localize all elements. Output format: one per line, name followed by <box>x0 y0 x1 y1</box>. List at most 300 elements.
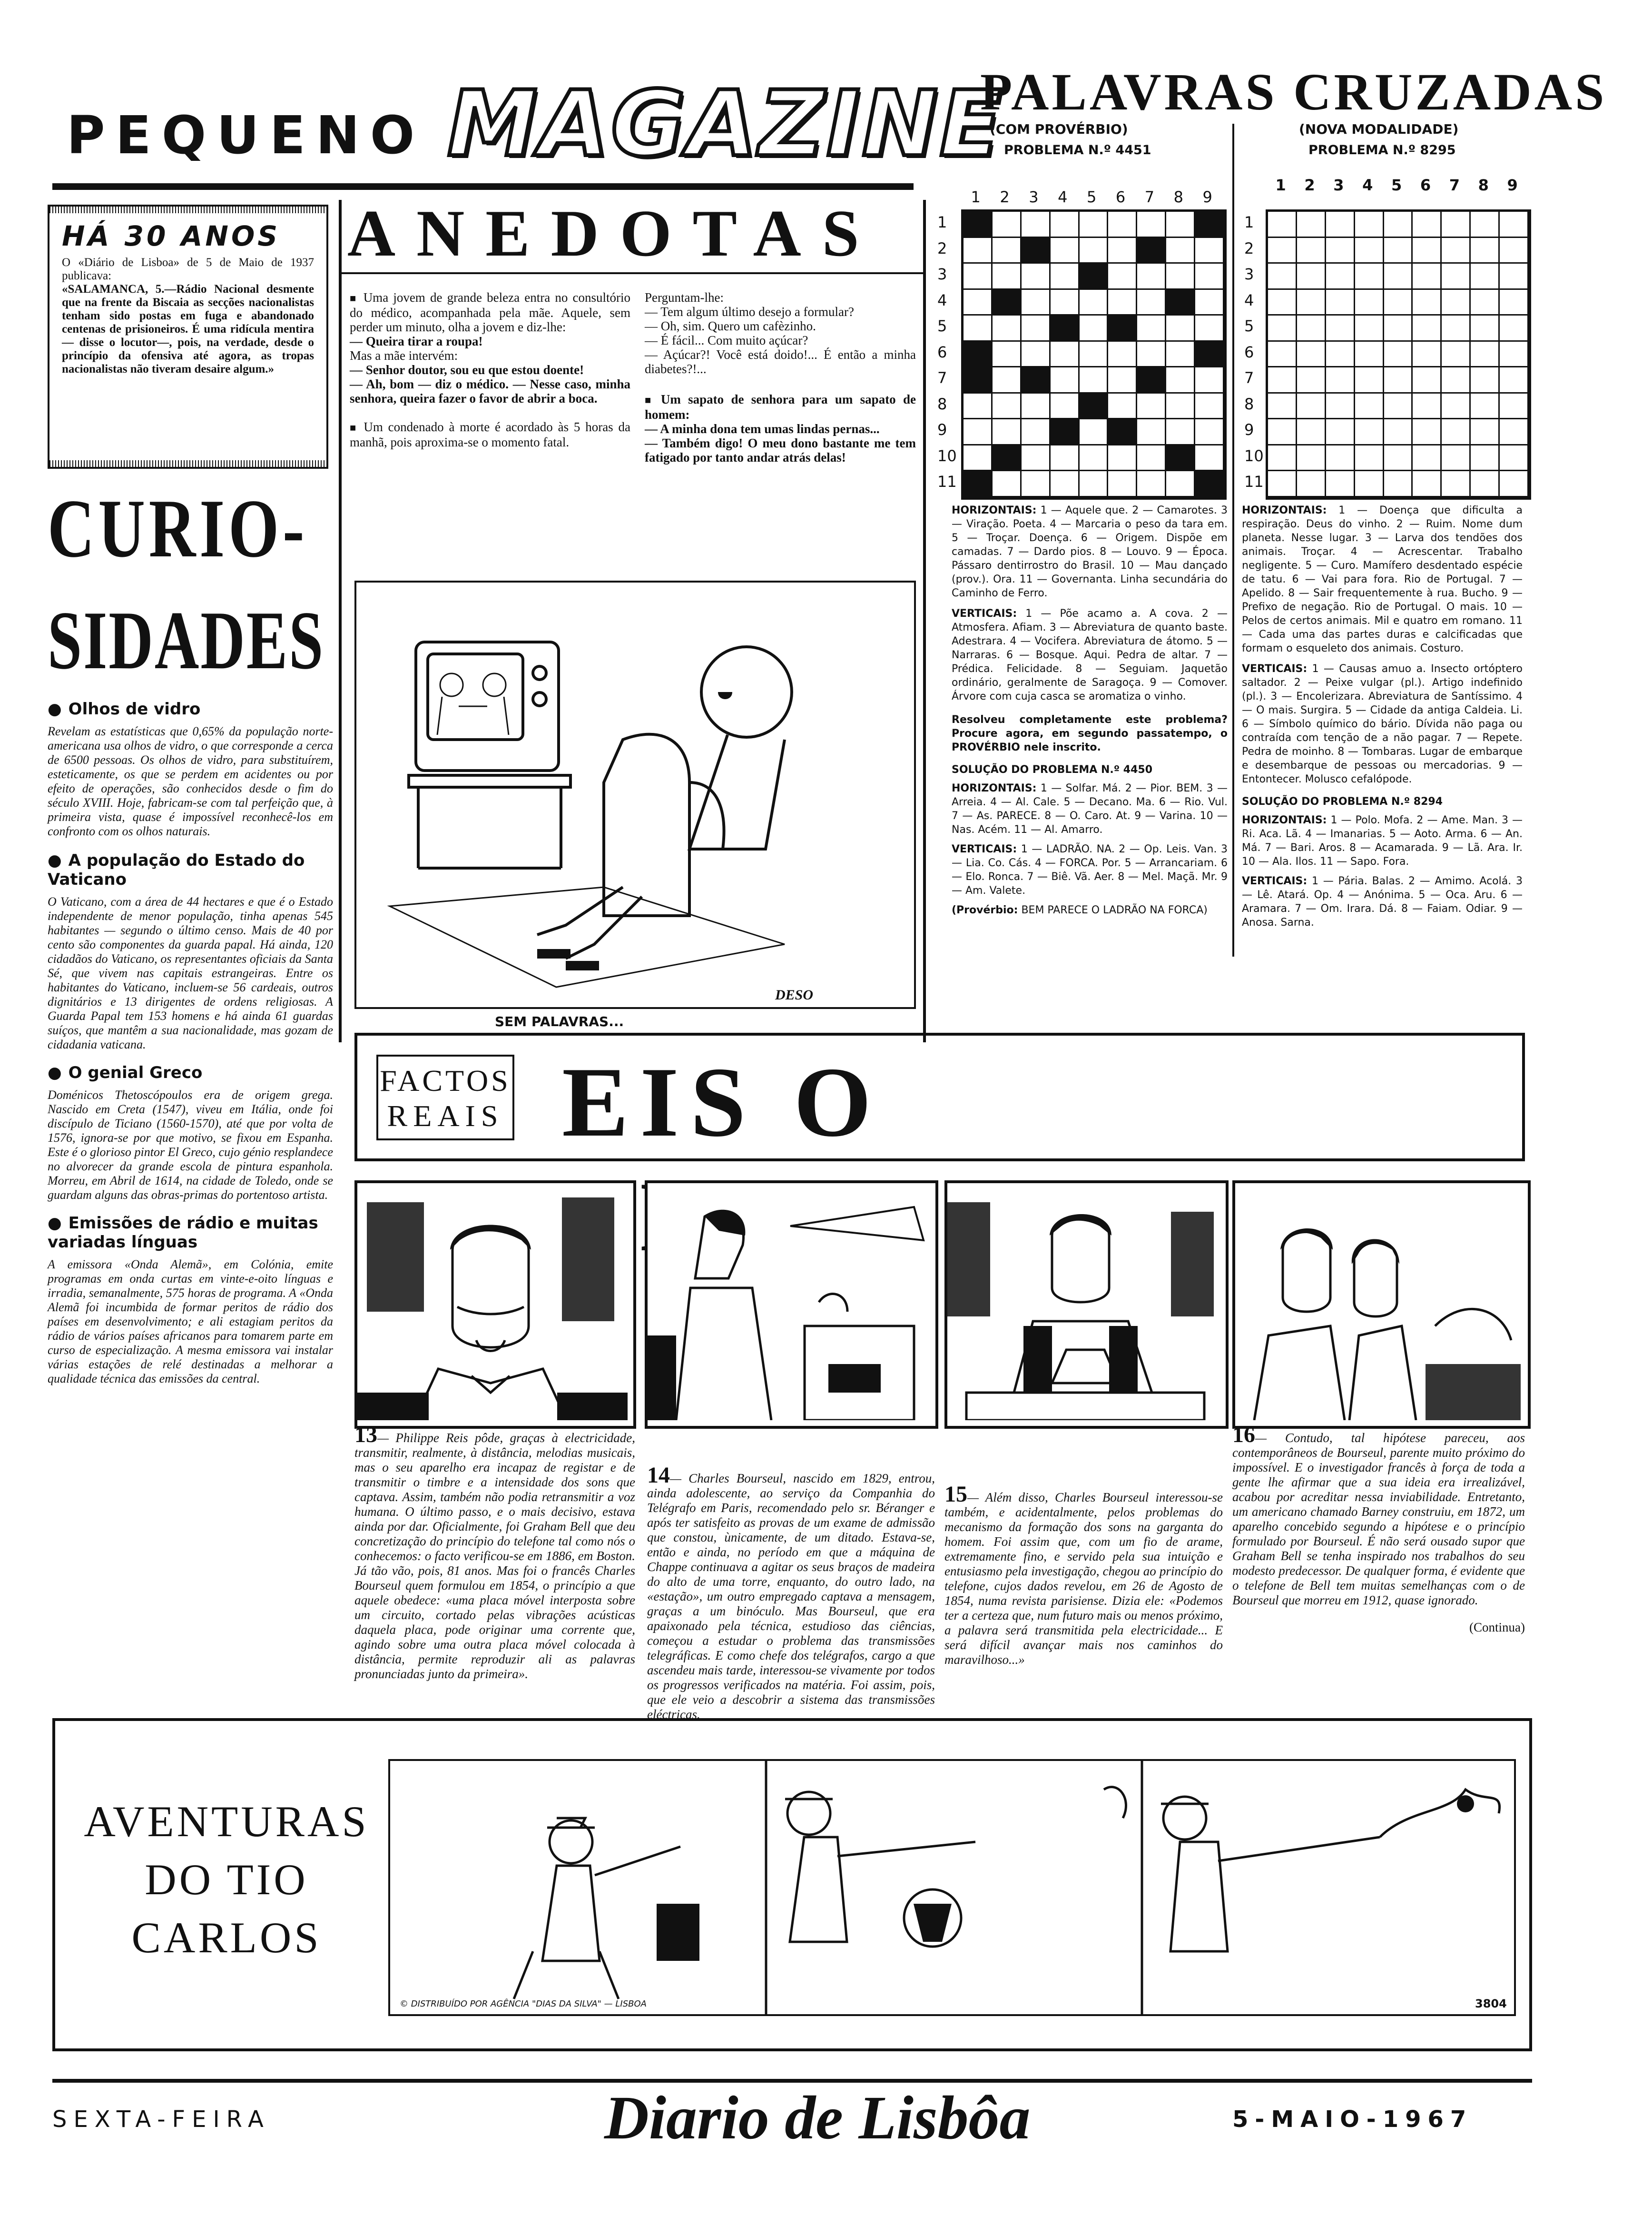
crossword-cell[interactable] <box>1384 264 1413 290</box>
crossword-cell[interactable] <box>1051 367 1080 394</box>
crossword-black-cell <box>1080 394 1109 420</box>
crossword-cell[interactable] <box>1500 212 1529 238</box>
crossword-cell[interactable] <box>1137 419 1166 445</box>
crossword-cell[interactable] <box>1500 342 1529 368</box>
crossword-black-cell <box>1108 419 1137 445</box>
crossword-cell[interactable] <box>964 445 993 472</box>
crossword-cell[interactable] <box>1413 367 1442 394</box>
crossword-cell[interactable] <box>1051 471 1080 497</box>
crossword-cell[interactable] <box>1326 238 1355 264</box>
left-solution-h: 1 — Solfar. Má. 2 — Pior. BEM. 3 — Arreia. 4 — Al. Cale. 5 — Decano. Ma. 6 — Rio. Vul. 7 — As. PARECE. 8 — O. Caro. At. 9 — Varina. 10 — Nas. Acém. 11 — Al. Amarro. <box>952 782 1228 836</box>
footer-paper: Diario de Lisbôa <box>604 2084 1031 2152</box>
factos-col-2 <box>647 1463 935 1722</box>
crossword-cell[interactable] <box>1268 394 1297 420</box>
factos-p15: — Além disso, Charles Bourseul interessou-se também, e acidentalmente, pelos problemas do mecanismo da formação dos sons na garganta do homem. Foi assim que, com um fio de arame, extremamente fino, e servido pela sua intuição e entusiasmo pela investigação, chegou ao princípio do telefone, cujos dados revelou, em 26 de Agosto de 1854, numa revista parisiense. Dizia ele: «Podemos ter a certeza que, num futuro mais ou menos próximo, a palavra será transmitida pela electricidade... E será difícil avançar mais nos caminhos do maravilhoso...» <box>944 1490 1223 1667</box>
crossword-cell[interactable] <box>1442 238 1471 264</box>
crossword-cell[interactable] <box>1413 290 1442 316</box>
crossword-cell[interactable] <box>1442 342 1471 368</box>
crossword-cell[interactable] <box>1326 471 1355 497</box>
crossword-cell[interactable] <box>1442 316 1471 342</box>
factos-col-1 <box>354 1422 635 1681</box>
anedotas-col-2 <box>645 290 916 465</box>
aventuras-line-2: DO TIO <box>145 1855 308 1904</box>
crossword-cell[interactable] <box>1137 212 1166 238</box>
crossword-cell[interactable] <box>1384 342 1413 368</box>
crossword-cell[interactable] <box>1471 316 1500 342</box>
crossword-cell[interactable] <box>1384 367 1413 394</box>
crossword-cell[interactable] <box>1384 238 1413 264</box>
crossword-title: PALAVRAS CRUZADAS <box>980 63 1607 121</box>
crossword-cell[interactable] <box>1442 471 1471 497</box>
crossword-row-number: 8 <box>937 395 947 413</box>
left-verticais-label: VERTICAIS: <box>952 608 1017 620</box>
crossword-cell[interactable] <box>1268 316 1297 342</box>
crossword-right-clues <box>1242 504 1523 930</box>
crossword-black-cell <box>1166 445 1195 472</box>
crossword-row-number: 8 <box>1244 395 1254 413</box>
crossword-right-problem: PROBLEMA N.º 8295 <box>1308 143 1456 158</box>
crossword-cell[interactable] <box>1355 471 1384 497</box>
anedotas-col-1 <box>350 290 630 449</box>
crossword-right-row-numbers <box>1244 209 1266 500</box>
crossword-cell[interactable] <box>1022 342 1051 368</box>
crossword-cell[interactable] <box>1384 212 1413 238</box>
crossword-col-number: 1 <box>971 188 981 206</box>
crossword-cell[interactable] <box>1051 238 1080 264</box>
curio-greco-body: Doménicos Thetoscópoulos era de origem grega. Nascido em Creta (1547), viveu em Itália, onde foi discípulo de Ticiano (1560-1570), até que por volta de 1576, ignora-se por que motivo, se fixou em Espanha. Este é o glorioso pintor El Greco, cujo génio resplandece no alvorecer da grande escola de pintura espanhola. Morreu, em Abril de 1614, na cidade de Toledo, onde se guardam alguns das obras-primas do portentoso artista. <box>48 1088 333 1202</box>
telefone-panel-13 <box>354 1180 636 1429</box>
crossword-cell[interactable] <box>1384 445 1413 472</box>
crossword-cell[interactable] <box>1022 419 1051 445</box>
telefone-panel-15 <box>944 1180 1229 1429</box>
crossword-cell[interactable] <box>1022 290 1051 316</box>
crossword-cell[interactable] <box>1413 238 1442 264</box>
crossword-cell[interactable] <box>1471 471 1500 497</box>
factos-num-16: 16 <box>1232 1422 1255 1447</box>
crossword-cell[interactable] <box>1297 316 1326 342</box>
crossword-cell[interactable] <box>1500 445 1529 472</box>
crossword-cell[interactable] <box>1137 264 1166 290</box>
right-sol-v-label: VERTICAIS: <box>1242 875 1308 887</box>
masthead-magazine: MAGAZINE <box>447 71 1003 177</box>
crossword-cell[interactable] <box>1297 264 1326 290</box>
crossword-cell[interactable] <box>1080 290 1109 316</box>
crossword-cell[interactable] <box>1051 342 1080 368</box>
crossword-row-number: 11 <box>1244 473 1264 491</box>
joke-2b: Perguntam-lhe: <box>645 290 724 305</box>
crossword-cell[interactable] <box>1500 471 1529 497</box>
cartoon-signature: DESO <box>775 987 814 1003</box>
aventuras-line-1: AVENTURAS <box>84 1797 369 1846</box>
joke-3: ■ Um sapato de senhora para um sapato de homem: <box>645 392 916 422</box>
crossword-row-number: 2 <box>937 239 947 257</box>
crossword-cell[interactable] <box>964 238 993 264</box>
crossword-cell[interactable] <box>1195 419 1224 445</box>
panel-16-couple-illustration <box>1235 1183 1522 1420</box>
crossword-cell[interactable] <box>1442 290 1471 316</box>
crossword-cell[interactable] <box>1268 342 1297 368</box>
crossword-cell[interactable] <box>1022 394 1051 420</box>
crossword-cell[interactable] <box>1355 238 1384 264</box>
crossword-cell[interactable] <box>993 316 1022 342</box>
crossword-cell[interactable] <box>1471 419 1500 445</box>
crossword-black-cell <box>1051 316 1080 342</box>
crossword-cell[interactable] <box>1355 445 1384 472</box>
crossword-cell[interactable] <box>1413 342 1442 368</box>
crossword-cell[interactable] <box>1022 212 1051 238</box>
crossword-cell[interactable] <box>1195 445 1224 472</box>
left-horizontais: 1 — Aquele que. 2 — Camarotes. 3 — Viração. Poeta. 4 — Marcaria o peso da tara em. 5 — Troçar. Doença. 6 — Origem. Dispõe em camadas. 7 — Dardo pios. 8 — Louvo. 9 — Época. Pássaro dentirrostro do Brasil. 10 — Mau dançado (prov.). Ora. 11 — Governanta. Linha secundária do Caminho de Ferro. <box>952 504 1228 599</box>
crossword-cell[interactable] <box>1108 264 1137 290</box>
crossword-cell[interactable] <box>1195 290 1224 316</box>
factos-label-2: REAIS <box>387 1099 504 1133</box>
ha30-title: HÁ 30 ANOS <box>62 220 281 252</box>
crossword-cell[interactable] <box>1108 394 1137 420</box>
crossword-col-number: 8 <box>1478 176 1489 194</box>
right-verticais: 1 — Causas amuo a. Insecto ortóptero saltador. 2 — Peixe vulgar (pl.). Artigo indefinido (pl.). 3 — Encolerizara. Abreviatura de Santíssimo. 4 — O mais. Surgira. 5 — Cidade da antiga Caldeia. Li. 6 — Símbolo químico do bário. Dívida não paga ou contraída com tenção de a não pagar. 7 — Repete. Pedra de moinho. 8 — Tombaras. Lugar de embarque e desembarque de pessoas ou mercadorias. 9 — Entontecer. Molusco cefalópode. <box>1242 663 1523 785</box>
crossword-cell[interactable] <box>964 290 993 316</box>
crossword-cell[interactable] <box>1137 290 1166 316</box>
crossword-cell[interactable] <box>1413 471 1442 497</box>
crossword-cell[interactable] <box>1326 212 1355 238</box>
crossword-cell[interactable] <box>1166 316 1195 342</box>
crossword-cell[interactable] <box>1326 342 1355 368</box>
crossword-left-subtitle: (COM PROVÉRBIO) <box>990 121 1128 137</box>
anedotas-cartoon <box>354 581 916 1009</box>
crossword-cell[interactable] <box>1384 419 1413 445</box>
crossword-cell[interactable] <box>1195 316 1224 342</box>
crossword-cell[interactable] <box>1137 394 1166 420</box>
crossword-cell[interactable] <box>1022 264 1051 290</box>
crossword-cell[interactable] <box>993 238 1022 264</box>
crossword-cell[interactable] <box>1326 445 1355 472</box>
crossword-cell[interactable] <box>993 394 1022 420</box>
masthead-rule <box>52 183 914 190</box>
crossword-cell[interactable] <box>1195 264 1224 290</box>
crossword-cell[interactable] <box>1051 264 1080 290</box>
crossword-black-cell <box>1137 367 1166 394</box>
factos-col-3 <box>944 1482 1223 1667</box>
crossword-cell[interactable] <box>1022 471 1051 497</box>
crossword-cell[interactable] <box>964 316 993 342</box>
crossword-cell[interactable] <box>1471 238 1500 264</box>
crossword-cell[interactable] <box>1297 290 1326 316</box>
crossword-cell[interactable] <box>1022 316 1051 342</box>
crossword-cell[interactable] <box>1166 394 1195 420</box>
aventuras-title <box>74 1792 379 1967</box>
crossword-cell[interactable] <box>1326 367 1355 394</box>
crossword-cell[interactable] <box>1413 316 1442 342</box>
aventuras-strip-number: 3804 <box>1475 1997 1507 2010</box>
left-sol-h-label: HORIZONTAIS: <box>952 782 1037 794</box>
factos-num-13: 13 <box>354 1422 377 1447</box>
joke-3c: — Também digo! O meu dono bastante me tem fatigado por tanto andar atrás delas! <box>645 436 916 465</box>
curio-radio-title: ● Emissões de rádio e muitas variadas línguas <box>48 1214 333 1252</box>
crossword-black-cell <box>993 445 1022 472</box>
crossword-cell[interactable] <box>1195 394 1224 420</box>
crossword-cell[interactable] <box>1268 367 1297 394</box>
crossword-cell[interactable] <box>1355 290 1384 316</box>
crossword-black-cell <box>1022 367 1051 394</box>
telefone-panel-16 <box>1232 1180 1531 1429</box>
aventuras-panels <box>388 1759 1516 2016</box>
crossword-cell[interactable] <box>1471 342 1500 368</box>
crossword-cell[interactable] <box>1471 290 1500 316</box>
crossword-cell[interactable] <box>1471 445 1500 472</box>
crossword-cell[interactable] <box>1384 394 1413 420</box>
crossword-black-cell <box>1195 471 1224 497</box>
crossword-cell[interactable] <box>1297 342 1326 368</box>
crossword-cell[interactable] <box>1166 419 1195 445</box>
crossword-cell[interactable] <box>1297 394 1326 420</box>
crossword-col-number: 9 <box>1202 188 1212 206</box>
joke-1d: — Senhor doutor, sou eu que estou doente! <box>350 363 584 377</box>
crossword-cell[interactable] <box>1326 394 1355 420</box>
factos-p16: — Contudo, tal hipótese pareceu, aos contemporâneos de Bourseul, parente muito próximo do impossível. E o investigador francês à força de toda a gente lhe afirmar que a sua ideia era irrealizável, acabou por acreditar nessa inviabilidade. Entretanto, um americano chamado Barney construiu, em 1872, um aparelho concebido segundo a hipótese e o princípio formulado por Bourseul. É não será ousado supor que Graham Bell se tenha inspirado nos trabalhos do seu modesto predecessor. De qualquer forma, é evidente que o telefone de Bell tem muitas semelhanças com o de Bourseul que morreu em 1912, quase ignorado. <box>1232 1431 1525 1607</box>
crossword-cell[interactable] <box>1355 394 1384 420</box>
crossword-left-row-numbers <box>937 209 961 500</box>
right-solution-v: 1 — Pária. Balas. 2 — Amimo. Acolá. 3 — Lê. Atará. Op. 4 — Anónima. 5 — Oca. Aru. 6 — Aramara. 7 — Om. Irara. Dá. 8 — Faiam. Odiar. 9 — Anosa. Sarna. <box>1242 875 1523 929</box>
right-horizontais-label: HORIZONTAIS: <box>1242 504 1327 516</box>
crossword-cell[interactable] <box>1326 290 1355 316</box>
factos-p13: — Philippe Reis pôde, graças à electricidade, transmitir, realmente, à distância, melodias musicais, mas o seu aparelho era incapaz de registar e de transmitir o timbre e a intensidade dos sons que captava. Assim, também não podia retransmitir a voz humana. O último passo, e o mais decisivo, estava ainda por dar. Oficialmente, foi Graham Bell que deu concretização do princípio do telefone tal como nós o conhecemos: o facto verificou-se em 1886, em Boston. Já tão vão, pois, 81 anos. Mas foi o francês Charles Bourseul quem formulou em 1854, o princípio a que aquele obedece: «uma placa móvel interposta sobre um circuito, cortado pelas vibrações acústicas daquela placa, pode originar uma corrente que, agindo sobre uma outra placa móvel colocada à distância, permite reproduzir ali as palavras pronunciadas junto da primeira». <box>354 1431 635 1681</box>
crossword-row-number: 9 <box>1244 421 1254 439</box>
joke-2e: — É fácil... Com muito açúcar? <box>645 333 808 347</box>
crossword-cell[interactable] <box>1051 394 1080 420</box>
crossword-cell[interactable] <box>1413 445 1442 472</box>
crossword-cell[interactable] <box>1108 471 1137 497</box>
crossword-row-number: 3 <box>937 265 947 284</box>
crossword-cell[interactable] <box>1080 419 1109 445</box>
crossword-cell[interactable] <box>1166 471 1195 497</box>
crossword-cell[interactable] <box>1108 290 1137 316</box>
crossword-cell[interactable] <box>993 342 1022 368</box>
crossword-divider <box>1232 124 1234 957</box>
crossword-cell[interactable] <box>1297 212 1326 238</box>
crossword-col-number: 2 <box>1000 188 1010 206</box>
crossword-black-cell <box>1195 212 1224 238</box>
crossword-cell[interactable] <box>1355 419 1384 445</box>
factos-title: EIS O <box>562 1047 883 1157</box>
left-proverbio-label: (Provérbio: <box>952 904 1018 916</box>
crossword-cell[interactable] <box>1442 264 1471 290</box>
crossword-cell[interactable] <box>1195 238 1224 264</box>
crossword-cell[interactable] <box>1166 264 1195 290</box>
left-prompt: Resolveu completamente este problema? Procure agora, em segundo passatempo, o PROVÉRBIO nele inscrito. <box>952 714 1228 753</box>
crossword-cell[interactable] <box>1442 445 1471 472</box>
crossword-cell[interactable] <box>1413 264 1442 290</box>
joke-2c: — Tem algum último desejo a formular? <box>645 305 855 319</box>
crossword-cell[interactable] <box>1500 367 1529 394</box>
crossword-cell[interactable] <box>1108 342 1137 368</box>
crossword-cell[interactable] <box>1137 445 1166 472</box>
crossword-cell[interactable] <box>1051 212 1080 238</box>
crossword-cell[interactable] <box>1108 445 1137 472</box>
panel-13-portrait-illustration <box>357 1183 628 1420</box>
right-horizontais: 1 — Doença que dificulta a respiração. Deus do vinho. 2 — Ruim. Nome dum planeta. Nesse lugar. 3 — Larva dos tendões dos animais. Troçar. 4 — Acrescentar. Trabalho negligente. 5 — Curo. Mamífero desdentado espécie de tatu. 6 — Vai para fora. Rio de Portugal. 7 — Apelido. 8 — Sair frequentemente à rua. Bucho. 9 — Prefixo de negação. Rio de Portugal. O mais. 10 — Pelos de certos animais. Mil e quatro em romano. 11 — Cada uma das partes duras e calcificadas que formam o esqueleto dos animais. Costuro. <box>1242 504 1523 654</box>
factos-p14: — Charles Bourseul, nascido em 1829, entrou, ainda adolescente, ao serviço da Companhia do Telégrafo em Paris, recomendado pelo sr. Béranger e após ter satisfeito as provas de um exame de admissão que constou, ùnicamente, de um ditado. Estava-se, então e ainda, no período em que a máquina de Chappe continuava a agitar os seus braços de madeira do alto de uma torre, enquanto, do outro lado, na «estação», um outro empregado captava a mensagem, graças a um binóculo. Mas Bourseul, que era apaixonado pela técnica, estudioso das ciências, começou a estudar o problema das transmissões telegráficas. E como chefe dos telégrafos, cargo a que ascendeu mais tarde, interessou-se vivamente por todos os progressos verificados na matéria. Foi assim, pois, que ele veio a descobrir a sistema das transmissões eléctricas. <box>647 1471 935 1721</box>
crossword-row-number: 6 <box>937 343 947 361</box>
crossword-cell[interactable] <box>1022 445 1051 472</box>
crossword-col-number: 7 <box>1449 176 1460 194</box>
crossword-cell[interactable] <box>1500 419 1529 445</box>
crossword-black-cell <box>993 290 1022 316</box>
crossword-cell[interactable] <box>1413 394 1442 420</box>
crossword-black-cell <box>964 212 993 238</box>
aventuras-credit: © DISTRIBUÍDO POR AGÊNCIA "DIAS DA SILVA" — LISBOA <box>400 1999 647 2009</box>
masthead-pequeno: PEQUENO <box>67 105 425 166</box>
crossword-cell[interactable] <box>1268 419 1297 445</box>
crossword-row-number: 5 <box>937 317 947 336</box>
right-verticais-label: VERTICAIS: <box>1242 663 1308 675</box>
crossword-cell[interactable] <box>1297 445 1326 472</box>
curio-vaticano-title: ● A população do Estado do Vaticano <box>48 851 333 889</box>
crossword-cell[interactable] <box>1442 212 1471 238</box>
crossword-row-number: 6 <box>1244 343 1254 361</box>
crossword-col-number: 7 <box>1144 188 1155 206</box>
crossword-black-cell <box>1195 342 1224 368</box>
crossword-cell[interactable] <box>1108 238 1137 264</box>
crossword-black-cell <box>964 471 993 497</box>
crossword-black-cell <box>964 367 993 394</box>
crossword-cell[interactable] <box>1413 419 1442 445</box>
crossword-cell[interactable] <box>1051 445 1080 472</box>
crossword-cell[interactable] <box>1500 316 1529 342</box>
crossword-row-number: 7 <box>937 369 947 387</box>
crossword-cell[interactable] <box>1471 367 1500 394</box>
right-solution-h: 1 — Polo. Mofa. 2 — Ame. Man. 3 — Ri. Aca. Lã. 4 — Imanarias. 5 — Aoto. Arma. 6 — An. Má. 7 — Bari. Aros. 8 — Acamarada. 9 — Lã. Ara. Ir. 10 — Ala. Ilos. 11 — Sapo. Fora. <box>1242 814 1523 868</box>
factos-num-14: 14 <box>647 1463 670 1488</box>
crossword-cell[interactable] <box>1195 367 1224 394</box>
crossword-row-number: 10 <box>937 446 957 465</box>
curio-olhos-title: ● Olhos de vidro <box>48 700 333 719</box>
crossword-cell[interactable] <box>1137 471 1166 497</box>
crossword-cell[interactable] <box>1442 394 1471 420</box>
crossword-cell[interactable] <box>1108 367 1137 394</box>
crossword-cell[interactable] <box>1137 316 1166 342</box>
factos-header <box>354 1033 1525 1161</box>
left-horizontais-label: HORIZONTAIS: <box>952 504 1037 516</box>
telefone-panel-14 <box>645 1180 938 1429</box>
crossword-cell[interactable] <box>1326 316 1355 342</box>
crossword-cell[interactable] <box>1326 264 1355 290</box>
tv-viewer-illustration <box>356 583 914 1007</box>
anedotas-left-rule <box>339 200 342 1042</box>
crossword-cell[interactable] <box>1500 238 1529 264</box>
crossword-cell[interactable] <box>1500 290 1529 316</box>
crossword-cell[interactable] <box>1166 367 1195 394</box>
crossword-cell[interactable] <box>1080 367 1109 394</box>
joke-1e: — Ah, bom — diz o médico. — Nesse caso, minha senhora, queira fazer o favor de abrir a boca. <box>350 377 630 405</box>
crossword-cell[interactable] <box>1080 316 1109 342</box>
hunter-comic-illustration <box>390 1761 1514 2014</box>
crossword-cell[interactable] <box>1471 212 1500 238</box>
crossword-cell[interactable] <box>1268 445 1297 472</box>
crossword-cell[interactable] <box>1355 316 1384 342</box>
crossword-cell[interactable] <box>1471 264 1500 290</box>
joke-1: ■ Uma jovem de grande beleza entra no consultório do médico, acompanhada pela mãe. Aquele, sem perder um minuto, olha a jovem e diz-lhe: <box>350 290 630 334</box>
crossword-cell[interactable] <box>993 367 1022 394</box>
crossword-cell[interactable] <box>1166 212 1195 238</box>
curio-vaticano-body: O Vaticano, com a área de 44 hectares e que é o Estado independente de menor população, tinha apenas 545 habitantes — segundo o último censo. Mais de 40 por cento são componentes da guarda papal. Há ainda, 120 cidadãos do Vaticano, os representantes oficiais da Santa Sé, que vivem nas capitais estrangeiras. Entre os habitantes do Vaticano, incluem-se 56 cardeais, outros dignitários e 13 dirigentes de ordens religiosas. A Guarda Papal tem 153 homens e há ainda 61 guardas suíços, que mantêm a sua nacionalidade, mas gozam de cidadania vaticana. <box>48 895 333 1051</box>
crossword-cell[interactable] <box>1080 212 1109 238</box>
crossword-cell[interactable] <box>1268 471 1297 497</box>
crossword-col-number: 2 <box>1304 176 1315 194</box>
crossword-left-col-numbers <box>961 188 1227 207</box>
crossword-cell[interactable] <box>1268 264 1297 290</box>
crossword-cell[interactable] <box>1442 367 1471 394</box>
crossword-cell[interactable] <box>1051 290 1080 316</box>
ha30-intro: O «Diário de Lisboa» de 5 de Maio de 1937 publicava: <box>62 256 314 282</box>
panel-14-telegraph-illustration <box>648 1183 930 1420</box>
crossword-cell[interactable] <box>1355 342 1384 368</box>
crossword-row-number: 7 <box>1244 369 1254 387</box>
crossword-cell[interactable] <box>1268 238 1297 264</box>
crossword-black-cell <box>1166 290 1195 316</box>
crossword-cell[interactable] <box>993 471 1022 497</box>
crossword-cell[interactable] <box>1500 264 1529 290</box>
crossword-cell[interactable] <box>993 419 1022 445</box>
crossword-cell[interactable] <box>1268 290 1297 316</box>
crossword-cell[interactable] <box>1384 316 1413 342</box>
ha30-body: «SALAMANCA, 5.—Rádio Nacional desmente que na frente da Biscaia as secções nacionalistas tenham sido postas em fuga e abandonado centenas de prisioneiros. É uma ridícula mentira— disse o locutor—, pois, na verdade, desde o princípio da ofensiva até agora, as tropas nacionalistas não tiveram desaire algum.» <box>62 283 314 376</box>
crossword-cell[interactable] <box>1297 419 1326 445</box>
crossword-row-number: 1 <box>1244 213 1254 231</box>
crossword-cell[interactable] <box>1080 471 1109 497</box>
ha30-box <box>48 205 328 469</box>
anedotas-rule <box>339 272 926 274</box>
curiosidades-title-2: SIDADES <box>48 594 325 686</box>
crossword-cell[interactable] <box>993 212 1022 238</box>
crossword-cell[interactable] <box>1413 212 1442 238</box>
crossword-cell[interactable] <box>1297 367 1326 394</box>
crossword-cell[interactable] <box>1080 238 1109 264</box>
crossword-row-number: 4 <box>937 291 947 309</box>
crossword-col-number: 6 <box>1420 176 1431 194</box>
crossword-cell[interactable] <box>1137 342 1166 368</box>
crossword-cell[interactable] <box>1355 212 1384 238</box>
left-proverbio: BEM PARECE O LADRÃO NA FORCA) <box>1021 904 1208 916</box>
crossword-cell[interactable] <box>964 264 993 290</box>
crossword-cell[interactable] <box>1108 212 1137 238</box>
crossword-cell[interactable] <box>1471 394 1500 420</box>
crossword-col-number: 9 <box>1507 176 1518 194</box>
crossword-col-number: 6 <box>1115 188 1126 206</box>
crossword-cell[interactable] <box>1355 264 1384 290</box>
crossword-cell[interactable] <box>964 394 993 420</box>
crossword-cell[interactable] <box>1326 419 1355 445</box>
crossword-cell[interactable] <box>993 264 1022 290</box>
crossword-cell[interactable] <box>1297 471 1326 497</box>
crossword-cell[interactable] <box>1166 238 1195 264</box>
crossword-cell[interactable] <box>1166 342 1195 368</box>
crossword-cell[interactable] <box>1442 419 1471 445</box>
crossword-cell[interactable] <box>1268 212 1297 238</box>
left-verticais: 1 — Põe acamo a. A cova. 2 — Atmosfera. Afiam. 3 — Abreviatura de quanto baste. Adestrara. 4 — Vocifera. Abreviatura de átomo. 5 — Narraras. 6 — Bosque. Aqui. Pedra de altar. 7 — Prédica. Felicidade. 8 — Seguiam. Jaquetão ordinário, geralmente de Saragoça. 9 — Comover. Árvore com cuja casca se aromatiza o vinho. <box>952 608 1228 702</box>
crossword-cell[interactable] <box>1500 394 1529 420</box>
curiosidades-title-1: CURIO- <box>48 482 308 574</box>
crossword-cell[interactable] <box>1355 367 1384 394</box>
crossword-cell[interactable] <box>1384 290 1413 316</box>
joke-1c: Mas a mãe intervém: <box>350 348 458 363</box>
crossword-cell[interactable] <box>1080 342 1109 368</box>
crossword-cell[interactable] <box>1384 471 1413 497</box>
crossword-cell[interactable] <box>1297 238 1326 264</box>
crossword-cell[interactable] <box>964 419 993 445</box>
crossword-row-number: 2 <box>1244 239 1254 257</box>
crossword-cell[interactable] <box>1080 445 1109 472</box>
crossword-left-problem: PROBLEMA N.º 4451 <box>1004 143 1151 158</box>
